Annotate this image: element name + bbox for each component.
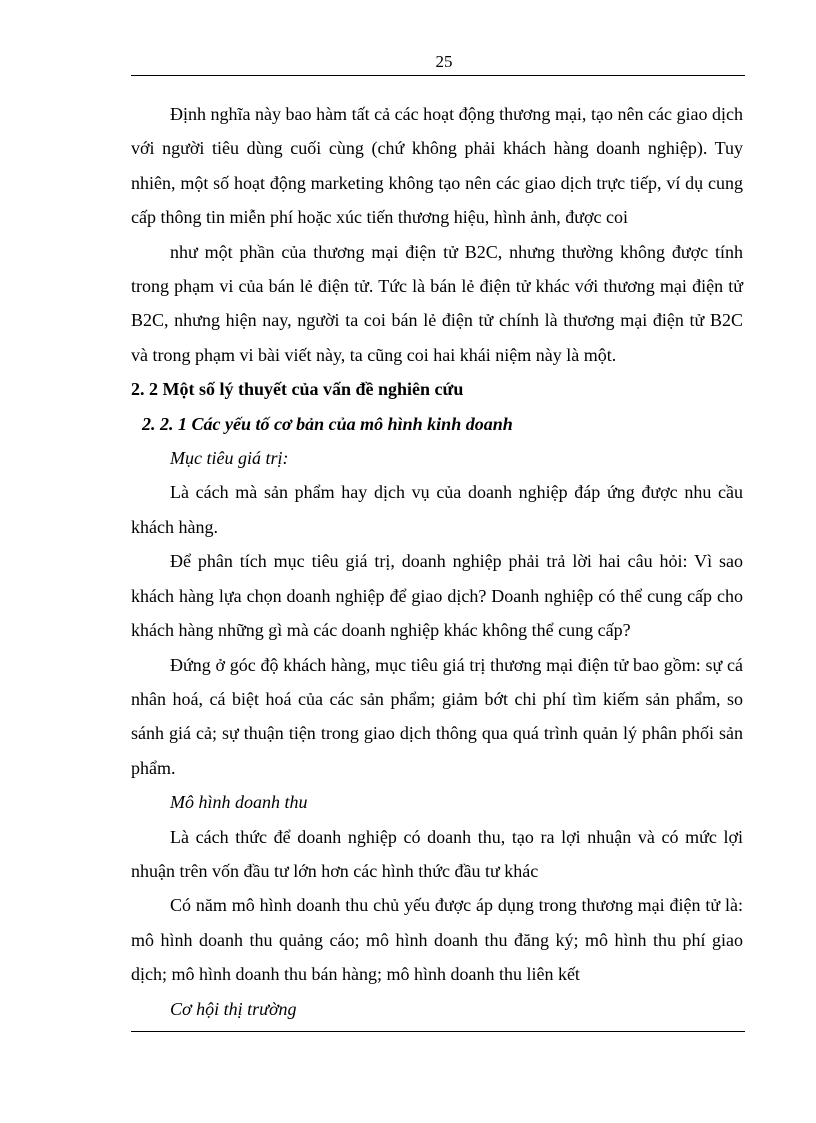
page-body [131,97,743,1026]
label-value-proposition: Mục tiêu giá trị: [170,448,289,469]
paragraph-b2c-scope: như một phần của thương mại điện tử B2C, nhưng thường không được tính trong phạm vi của bán lẻ điện tử. Tức là bán lẻ điện tử khác với thương mại điện tử B2C, nhưng hiện nay, người ta coi bán lẻ điện tử chính là thương mại điện tử B2C và trong phạm vi bài viết này, ta cũng coi hai khái niệm này là một. [131,241,743,365]
paragraph-definition: Định nghĩa này bao hàm tất cả các hoạt động thương mại, tạo nên các giao dịch với người tiêu dùng cuối cùng (chứ không phải khách hàng doanh nghiệp). Tuy nhiên, một số hoạt động marketing không tạo nên các giao dịch trực tiếp, ví dụ cung cấp thông tin miễn phí hoặc xúc tiến thương hiệu, hình ảnh, được coi [131,104,743,228]
paragraph-value-definition: Là cách mà sản phẩm hay dịch vụ của doanh nghiệp đáp ứng được nhu cầu khách hàng. [131,482,743,537]
footer-rule [131,1031,745,1032]
paragraph-revenue-types: Có năm mô hình doanh thu chủ yếu được áp dụng trong thương mại điện tử là: mô hình doanh thu quảng cáo; mô hình doanh thu đăng ký; mô hình thu phí giao dịch; mô hình doanh thu bán hàng; mô hình doanh thu liên kết [131,895,743,985]
paragraph-value-questions: Để phân tích mục tiêu giá trị, doanh nghiệp phải trả lời hai câu hỏi: Vì sao khách hàng lựa chọn doanh nghiệp để giao dịch? Doanh nghiệp có thể cung cấp cho khách hàng những gì mà các doanh nghiệp khác không thể cung cấp? [131,551,743,641]
page-number: 25 [435,52,453,71]
label-revenue-model: Mô hình doanh thu [170,792,308,813]
section-heading-2-2: 2. 2 Một số lý thuyết của vấn đề nghiên cứu [131,379,464,400]
subsection-heading-2-2-1: 2. 2. 1 Các yếu tố cơ bản của mô hình kinh doanh [142,413,513,434]
paragraph-value-customer: Đứng ở góc độ khách hàng, mục tiêu giá trị thương mại điện tử bao gồm: sự cá nhân hoá, cá biệt hoá của các sản phẩm; giảm bớt chi phí tìm kiếm sản phẩm, so sánh giá cả; sự thuận tiện trong giao dịch thông qua quá trình quản lý phân phối sản phẩm. [131,654,743,778]
paragraph-revenue-definition: Là cách thức để doanh nghiệp có doanh thu, tạo ra lợi nhuận và có mức lợi nhuận trên vốn đầu tư lớn hơn các hình thức đầu tư khác [131,826,743,881]
label-market-opportunity: Cơ hội thị trường [170,998,297,1019]
header-rule [131,75,745,76]
